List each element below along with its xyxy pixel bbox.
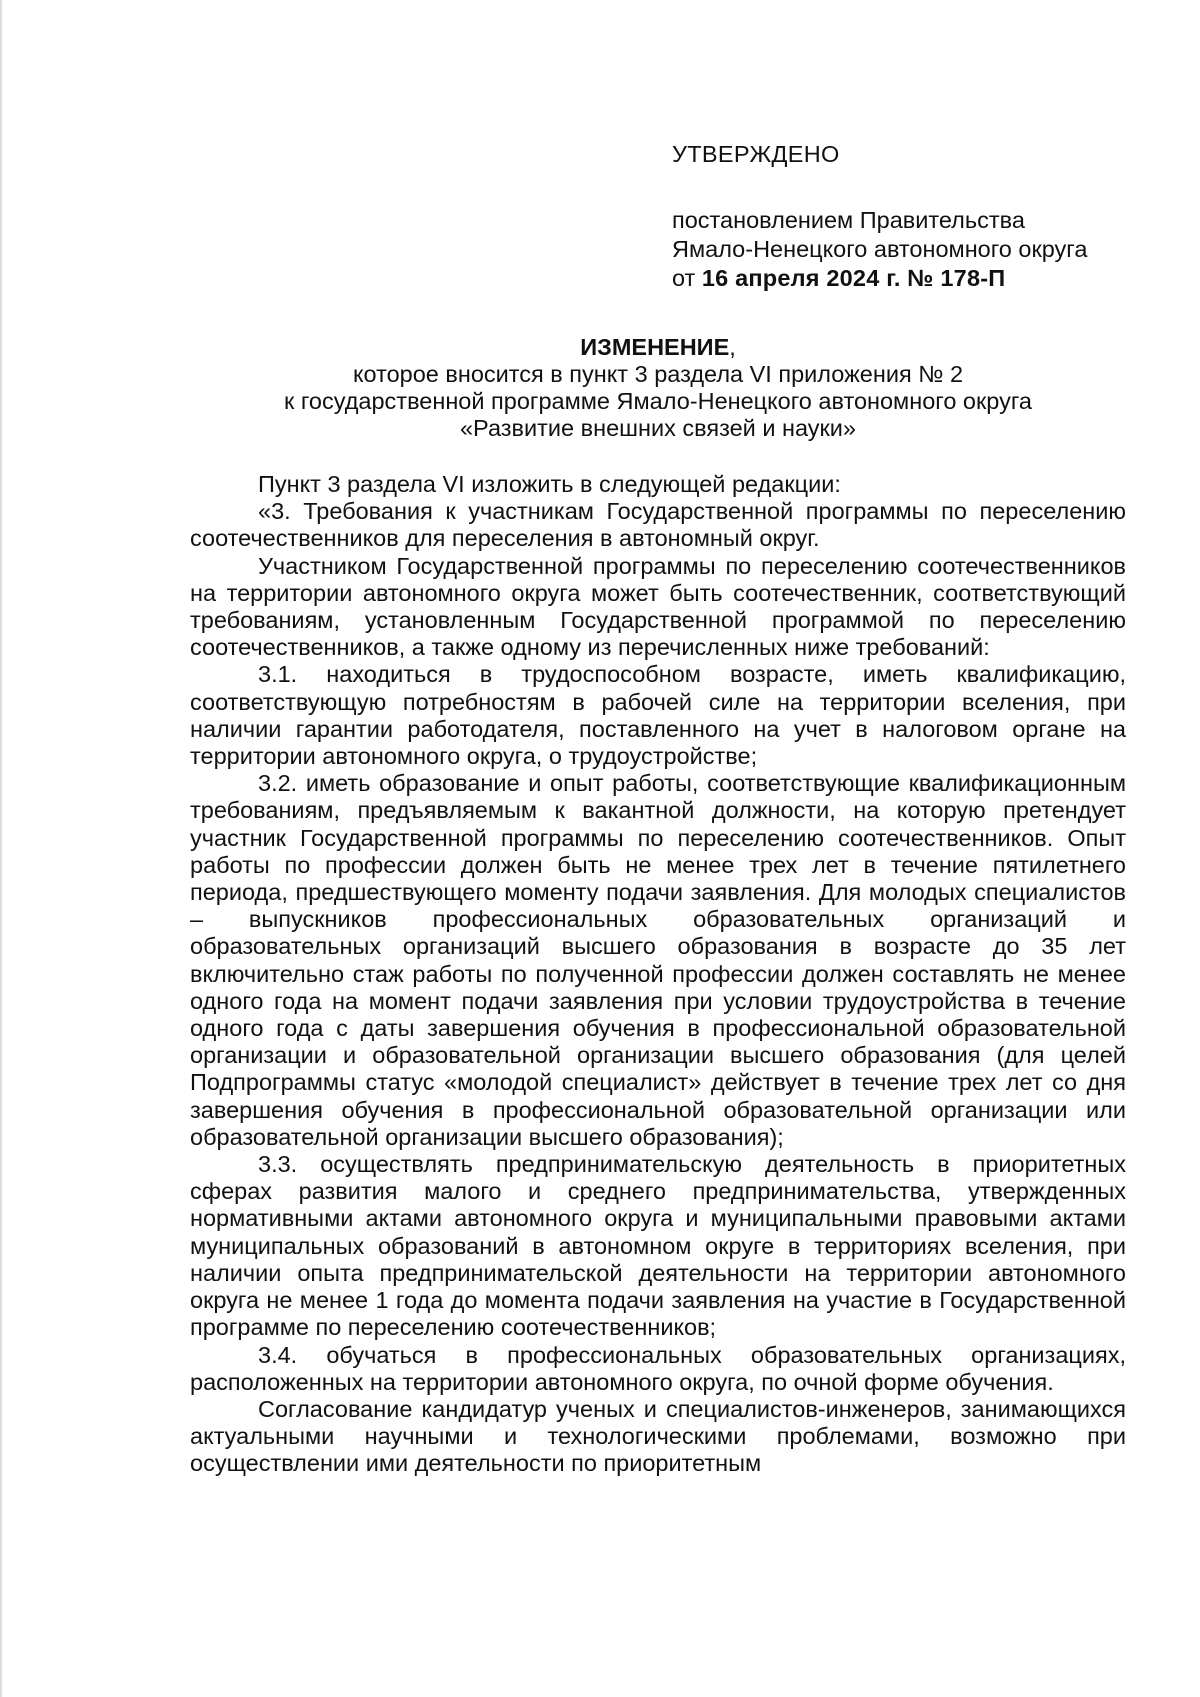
- approval-line-1: постановлением Правительства: [672, 207, 1025, 233]
- paragraph-participant: Участником Государственной программы по переселению соотечественников на территории автономного округа может быть соотечественник, соответствующий требованиям, установленным Государственной программой по переселению соотечественников, а также одному из перечисленных ниже требований:: [190, 552, 1126, 661]
- title-subline-3: «Развитие внешних связей и науки»: [459, 415, 856, 441]
- heading-comma: ,: [729, 334, 736, 360]
- approval-date-prefix: от: [672, 265, 702, 291]
- paragraph-3-1: 3.1. находиться в трудоспособном возрасте, иметь квалификацию, соответствующую потребностям в рабочей силе на территории вселения, при наличии гарантии работодателя, поставленного на учет в налоговом органе на территории автономного округа, о трудоустройстве;: [190, 661, 1126, 770]
- page-edge: [0, 0, 3, 1697]
- title-subline-2: к государственной программе Ямало-Ненецкого автономного округа: [284, 388, 1032, 414]
- approval-stamp: УТВЕРЖДЕНО: [672, 141, 840, 167]
- approval-stamp-block: [672, 140, 1152, 293]
- approval-line-2: Ямало-Ненецкого автономного округа: [672, 236, 1088, 262]
- document-title-block: [190, 334, 1126, 442]
- intro-paragraph: Пункт 3 раздела VI изложить в следующей редакции:: [258, 471, 841, 497]
- paragraph-section-3: «3. Требования к участникам Государственной программы по переселению соотечественников для переселения в автономный округ.: [190, 498, 1126, 552]
- paragraph-approval-candidates: Согласование кандидатур ученых и специалистов-инженеров, занимающихся актуальными научными и технологическими проблемами, возможно при осуществлении ими деятельности по приоритетным: [190, 1395, 1126, 1477]
- paragraph-3-3: 3.3. осуществлять предпринимательскую деятельность в приоритетных сферах развития малого и среднего предпринимательства, утвержденных нормативными актами автономного округа и муниципальными правовыми актами муниципальных образований в автономном округе в территориях вселения, при наличии опыта предпринимательской деятельности на территории автономного округа не менее 1 года до момента подачи заявления на участие в Государственной программе по переселению соотечественников;: [190, 1151, 1126, 1341]
- title-subline-1: которое вносится в пункт 3 раздела VI приложения № 2: [352, 361, 964, 387]
- heading-text: ИЗМЕНЕНИЕ: [580, 334, 730, 360]
- approval-date-line: [672, 264, 1152, 293]
- paragraph-3-4: 3.4. обучаться в профессиональных образовательных организациях, расположенных на территории автономного округа, по очной форме обучения.: [190, 1341, 1126, 1395]
- document-heading: [190, 334, 1126, 361]
- paragraph-3-2: 3.2. иметь образование и опыт работы, соответствующие квалификационным требованиям, предъявляемым к вакантной должности, на которую претендует участник Государственной программы по переселению соотечественников. Опыт работы по профессии должен быть не менее трех лет в течение пятилетнего периода, предшествующего моменту подачи заявления. Для молодых специалистов – выпускников профессиональных образовательных организаций и образовательных организаций высшего образования в возрасте до 35 лет включительно стаж работы по полученной профессии должен составлять не менее одного года на момент подачи заявления при условии трудоустройства в течение одного года с даты завершения обучения в профессиональной образовательной организации и образовательной организации высшего образования (для целей Подпрограммы статус «молодой специалист» действует в течение трех лет со дня завершения обучения в профессиональной образовательной организации или образовательной организации высшего образования);: [190, 770, 1126, 1150]
- approval-date-number: 16 апреля 2024 г. № 178-П: [701, 265, 1006, 291]
- document-body: [190, 471, 1126, 1478]
